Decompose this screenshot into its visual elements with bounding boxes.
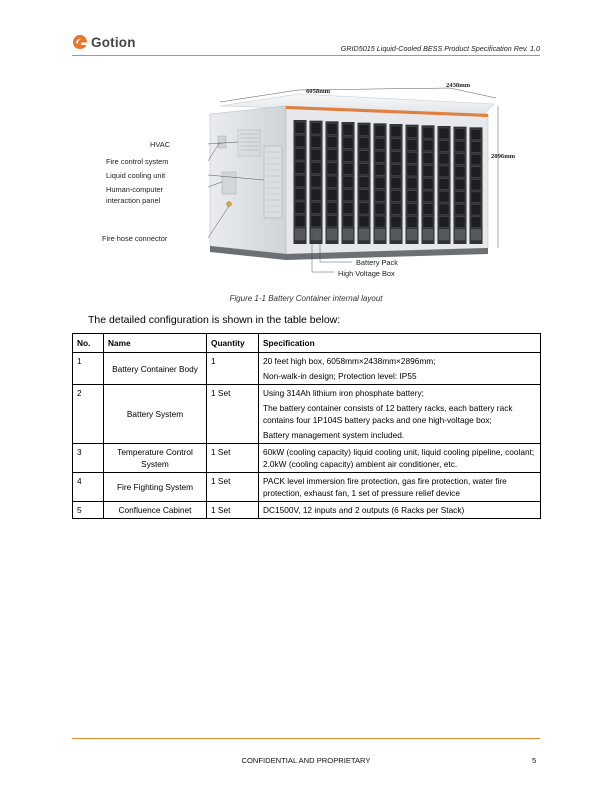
- battery-pack: [343, 216, 353, 227]
- battery-pack: [439, 179, 449, 190]
- battery-pack: [407, 152, 417, 163]
- battery-pack: [311, 123, 321, 134]
- footer-confidential: CONFIDENTIAL AND PROPRIETARY: [241, 756, 371, 765]
- battery-pack: [311, 176, 321, 187]
- battery-pack: [407, 165, 417, 176]
- battery-pack: [327, 163, 337, 174]
- battery-pack: [455, 179, 465, 190]
- cell-no: 4: [73, 473, 104, 502]
- battery-pack: [327, 123, 337, 134]
- battery-pack: [359, 177, 369, 188]
- battery-pack: [471, 154, 481, 165]
- high-voltage-box: [375, 229, 385, 240]
- battery-pack: [343, 203, 353, 214]
- high-voltage-box: [311, 229, 321, 240]
- battery-pack: [375, 151, 385, 162]
- battery-pack: [391, 203, 401, 214]
- spec-line: Battery management system included.: [263, 430, 405, 441]
- fire-control-panel-icon: [218, 136, 226, 148]
- header-specification: Specification: [259, 334, 541, 353]
- battery-pack: [423, 140, 433, 151]
- hmi-panel-icon: [222, 172, 236, 194]
- battery-pack: [407, 191, 417, 202]
- battery-pack: [439, 217, 449, 228]
- page-number: 5: [532, 756, 537, 765]
- battery-pack: [359, 125, 369, 136]
- battery-pack: [327, 176, 337, 187]
- callout-hvac: HVAC: [150, 140, 170, 149]
- battery-pack: [407, 139, 417, 150]
- battery-pack: [295, 135, 305, 146]
- battery-pack: [343, 190, 353, 201]
- battery-pack: [375, 203, 385, 214]
- callout-liquid-cooling: Liquid cooling unit: [106, 171, 166, 180]
- battery-pack: [311, 215, 321, 226]
- battery-pack: [327, 150, 337, 161]
- callout-hv-box: High Voltage Box: [338, 269, 395, 278]
- fire-hose-connector-icon: [227, 202, 232, 207]
- battery-pack: [471, 179, 481, 190]
- callout-battery-pack: Battery Pack: [356, 258, 398, 267]
- battery-pack: [375, 216, 385, 227]
- battery-pack: [295, 162, 305, 173]
- cell-specification: [259, 385, 541, 444]
- battery-pack: [359, 203, 369, 214]
- table-row: [73, 444, 541, 473]
- battery-pack: [391, 190, 401, 201]
- battery-pack: [423, 191, 433, 202]
- battery-pack: [311, 136, 321, 147]
- header-name: Name: [104, 334, 207, 353]
- battery-pack: [391, 216, 401, 227]
- cell-name: Battery System: [104, 385, 207, 444]
- battery-pack: [439, 128, 449, 139]
- battery-pack: [439, 166, 449, 177]
- battery-pack: [471, 217, 481, 228]
- battery-pack: [455, 166, 465, 177]
- battery-pack: [391, 178, 401, 189]
- battery-pack: [343, 176, 353, 187]
- battery-pack: [359, 216, 369, 227]
- battery-pack: [455, 217, 465, 228]
- battery-pack: [423, 178, 433, 189]
- dimension-height: 2896mm: [491, 153, 516, 160]
- battery-pack: [439, 153, 449, 164]
- cell-specification: [259, 444, 541, 473]
- battery-pack: [375, 138, 385, 149]
- header-document-title: GRID5015 Liquid-Cooled BESS Product Specification Rev. 1.0: [340, 44, 540, 53]
- battery-pack: [327, 189, 337, 200]
- cell-name: Fire Fighting System: [104, 473, 207, 502]
- battery-pack: [295, 202, 305, 213]
- battery-pack: [375, 190, 385, 201]
- battery-pack: [375, 177, 385, 188]
- high-voltage-box: [471, 229, 481, 240]
- battery-pack: [407, 127, 417, 138]
- header-divider: [72, 55, 540, 56]
- battery-pack: [407, 178, 417, 189]
- table-row: [73, 473, 541, 502]
- cell-quantity: 1 Set: [207, 444, 259, 473]
- callout-hmi-line1: Human-computer: [106, 185, 164, 194]
- figure-caption: Figure 1-1 Battery Container internal layout: [229, 294, 383, 303]
- cell-no: 3: [73, 444, 104, 473]
- battery-pack: [311, 149, 321, 160]
- battery-pack: [423, 127, 433, 138]
- battery-pack: [311, 189, 321, 200]
- high-voltage-box: [295, 229, 305, 240]
- cell-quantity: 1 Set: [207, 385, 259, 444]
- battery-pack: [471, 142, 481, 153]
- battery-pack: [423, 217, 433, 228]
- battery-pack: [343, 163, 353, 174]
- footer-divider: [72, 738, 540, 739]
- battery-pack: [359, 164, 369, 175]
- battery-pack: [295, 189, 305, 200]
- dimension-width: 2438mm: [446, 82, 471, 89]
- battery-pack: [375, 164, 385, 175]
- spec-line: 20 feet high box, 6058mm×2438mm×2896mm;: [263, 356, 436, 367]
- battery-pack: [455, 141, 465, 152]
- header-no: No.: [73, 334, 104, 353]
- callout-fire-control: Fire control system: [106, 157, 169, 166]
- liquid-cooling-vent-icon: [264, 146, 282, 218]
- battery-pack: [455, 192, 465, 203]
- cell-specification: [259, 473, 541, 502]
- hvac-vent-icon: [238, 130, 260, 156]
- cell-specification: [259, 353, 541, 385]
- gotion-logo: [72, 34, 136, 50]
- cell-no: 5: [73, 502, 104, 519]
- battery-pack: [471, 192, 481, 203]
- cell-quantity: 1 Set: [207, 502, 259, 519]
- battery-pack: [471, 204, 481, 215]
- configuration-table: [72, 333, 541, 519]
- table-header-row: [73, 334, 541, 353]
- table-row: [73, 502, 541, 519]
- battery-pack: [343, 137, 353, 148]
- cell-quantity: 1: [207, 353, 259, 385]
- high-voltage-box: [455, 229, 465, 240]
- callout-fire-hose: Fire hose connector: [102, 234, 168, 243]
- battery-pack: [311, 162, 321, 173]
- callout-hmi-line2: interaction panel: [106, 196, 161, 205]
- cell-name: Temperature Control System: [104, 444, 207, 473]
- cell-no: 1: [73, 353, 104, 385]
- battery-pack: [327, 202, 337, 213]
- battery-pack: [295, 175, 305, 186]
- cell-name: Battery Container Body: [104, 353, 207, 385]
- battery-pack: [359, 151, 369, 162]
- high-voltage-box: [423, 229, 433, 240]
- battery-pack: [455, 204, 465, 215]
- battery-pack: [471, 129, 481, 140]
- battery-pack: [359, 190, 369, 201]
- cell-name: Confluence Cabinet: [104, 502, 207, 519]
- table-body: [73, 353, 541, 519]
- battery-pack: [295, 149, 305, 160]
- cell-no: 2: [73, 385, 104, 444]
- battery-pack: [295, 122, 305, 133]
- battery-pack: [391, 139, 401, 150]
- battery-pack: [343, 124, 353, 135]
- battery-pack: [391, 126, 401, 137]
- spec-line: PACK level immersion fire protection, gas fire protection, water fire protection, exhaust fan, 1 set of pressure relief device: [263, 476, 507, 499]
- battery-pack: [439, 191, 449, 202]
- battery-pack: [391, 165, 401, 176]
- battery-container-figure: [98, 76, 518, 286]
- high-voltage-box: [391, 229, 401, 240]
- battery-pack: [359, 138, 369, 149]
- battery-pack: [439, 204, 449, 215]
- battery-pack: [407, 216, 417, 227]
- high-voltage-box: [327, 229, 337, 240]
- table-row: [73, 385, 541, 444]
- spec-line: The battery container consists of 12 battery racks, each battery rack contains four 1P104S battery packs and one high-voltage box;: [263, 403, 513, 426]
- header-quantity: Quantity: [207, 334, 259, 353]
- spec-line: Using 314Ah lithium iron phosphate battery;: [263, 388, 424, 399]
- battery-pack: [343, 150, 353, 161]
- battery-pack: [455, 129, 465, 140]
- battery-pack: [311, 202, 321, 213]
- high-voltage-box: [343, 229, 353, 240]
- spec-line: DC1500V, 12 inputs and 2 outputs (6 Racks per Stack): [263, 505, 465, 516]
- intro-text: The detailed configuration is shown in the table below:: [88, 314, 341, 326]
- battery-pack: [391, 152, 401, 163]
- battery-pack: [327, 216, 337, 227]
- battery-pack: [375, 125, 385, 136]
- battery-pack: [423, 204, 433, 215]
- battery-pack: [327, 137, 337, 148]
- cell-specification: [259, 502, 541, 519]
- gotion-logo-icon: [72, 34, 88, 50]
- spec-line: 60kW (cooling capacity) liquid cooling unit, liquid cooling pipeline, coolant; 2.0kW (cooling capacity) ambient air conditioner, etc.: [263, 447, 535, 470]
- battery-pack: [407, 204, 417, 215]
- battery-pack: [455, 154, 465, 165]
- battery-pack: [439, 141, 449, 152]
- spec-line: Non-walk-in design; Protection level: IP55: [263, 371, 417, 382]
- dimension-length: 6058mm: [306, 88, 331, 95]
- battery-pack: [423, 153, 433, 164]
- high-voltage-box: [359, 229, 369, 240]
- cell-quantity: 1 Set: [207, 473, 259, 502]
- battery-pack: [471, 167, 481, 178]
- battery-pack: [423, 166, 433, 177]
- high-voltage-box: [407, 229, 417, 240]
- logo-text: Gotion: [91, 34, 136, 50]
- table-row: [73, 353, 541, 385]
- high-voltage-box: [439, 229, 449, 240]
- battery-pack: [295, 215, 305, 226]
